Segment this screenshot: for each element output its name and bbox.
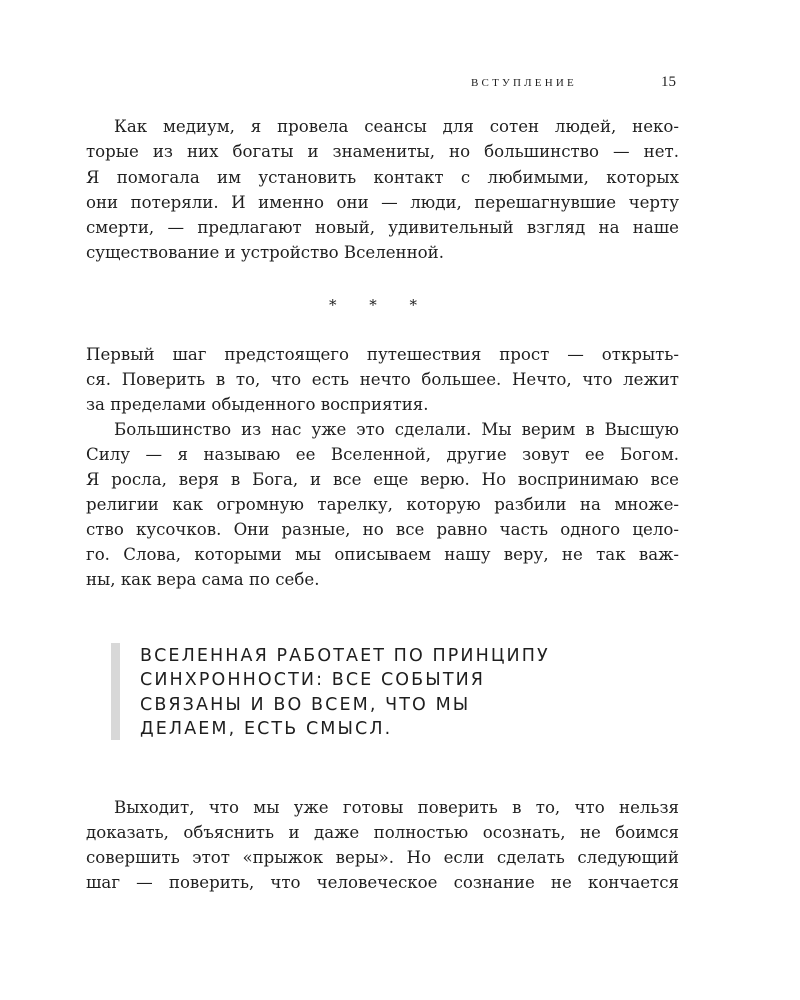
pull-quote-line: СИНХРОННОСТИ: ВСЕ СОБЫТИЯ bbox=[140, 670, 486, 690]
text-line: ство кусочков. Они разные, но все равно часть одного цело- bbox=[86, 520, 679, 539]
text-line: Первый шаг предстоящего путешествия прост — открыть- bbox=[86, 345, 679, 364]
running-header-title: ВСТУПЛЕНИЕ bbox=[471, 77, 577, 89]
text-line: шаг — поверить, что человеческое сознание не кончается bbox=[86, 873, 679, 892]
pull-quote-line: ВСЕЛЕННАЯ РАБОТАЕТ ПО ПРИНЦИПУ bbox=[140, 646, 550, 666]
text-line: Выходит, что мы уже готовы поверить в то, что нельзя bbox=[114, 798, 679, 817]
text-line: торые из них богаты и знамениты, но большинство — нет. bbox=[86, 142, 679, 161]
text-line: Я росла, веря в Бога, и все еще верю. Но воспринимаю все bbox=[86, 470, 679, 489]
text-line: смерти, — предлагают новый, удивительный взгляд на наше bbox=[86, 218, 679, 237]
pull-quote-bar bbox=[111, 643, 120, 740]
text-line: ся. Поверить в то, что есть нечто большее. Нечто, что лежит bbox=[86, 370, 679, 389]
text-line: го. Слова, которыми мы описываем нашу веру, не так важ- bbox=[86, 545, 679, 564]
text-line: совершить этот «прыжок веры». Но если сделать следующий bbox=[86, 848, 679, 867]
text-line: Как медиум, я провела сеансы для сотен людей, неко- bbox=[114, 117, 679, 136]
page-number: 15 bbox=[661, 74, 676, 90]
text-line: ны, как вера сама по себе. bbox=[86, 570, 320, 589]
text-line: Я помогала им установить контакт с любимыми, которых bbox=[86, 168, 679, 187]
text-line: Большинство из нас уже это сделали. Мы верим в Высшую bbox=[114, 420, 679, 439]
section-separator: * * * bbox=[328, 296, 432, 314]
pull-quote-line: СВЯЗАНЫ И ВО ВСЕМ, ЧТО МЫ bbox=[140, 695, 471, 715]
text-line: они потеряли. И именно они — люди, перешагнувшие черту bbox=[86, 193, 679, 212]
text-line: Силу — я называю ее Вселенной, другие зовут ее Богом. bbox=[86, 445, 679, 464]
pull-quote-line: ДЕЛАЕМ, ЕСТЬ СМЫСЛ. bbox=[140, 719, 393, 739]
text-line: религии как огромную тарелку, которую разбили на множе- bbox=[86, 495, 679, 514]
text-line: за пределами обыденного восприятия. bbox=[86, 395, 429, 414]
text-line: существование и устройство Вселенной. bbox=[86, 243, 444, 262]
text-line: доказать, объяснить и даже полностью осознать, не боимся bbox=[86, 823, 679, 842]
